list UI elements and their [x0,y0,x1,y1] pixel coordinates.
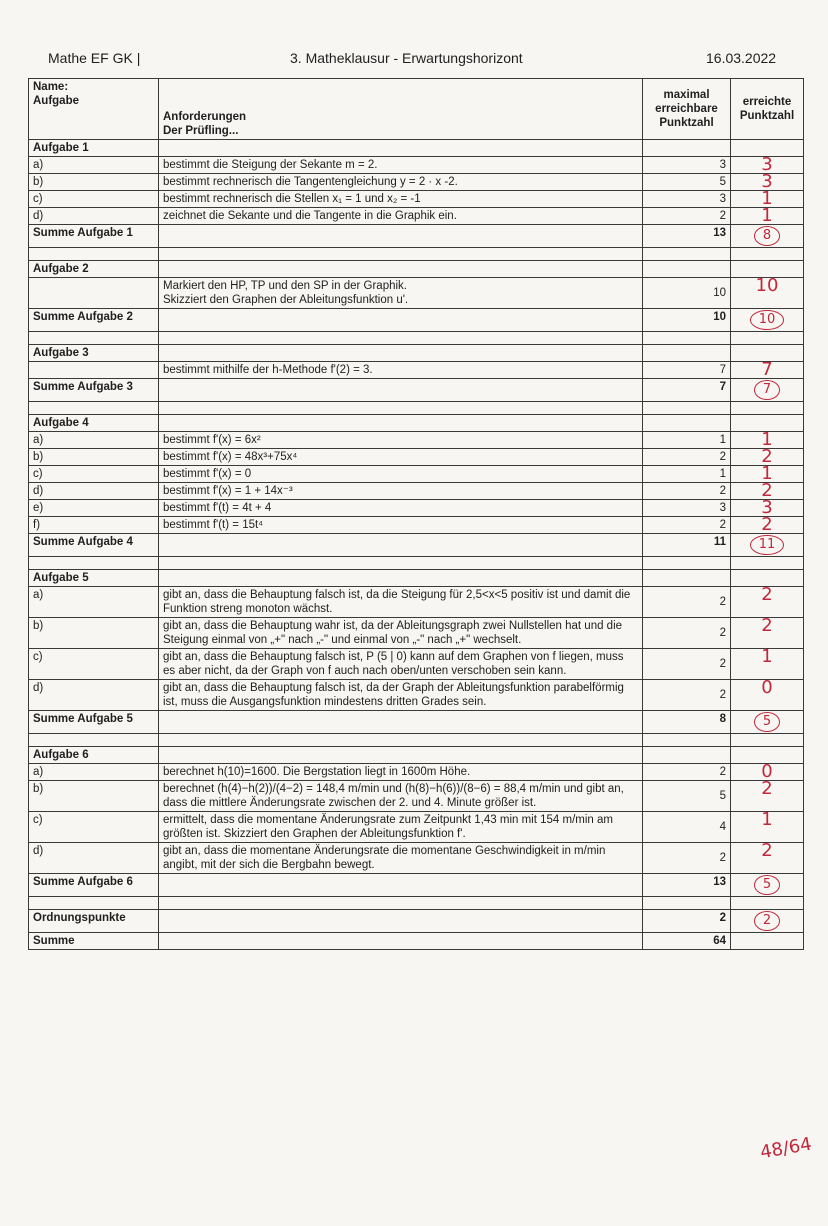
task-text: bestimmt f'(t) = 15t⁴ [159,517,643,534]
ordnung-label: Ordnungspunkte [29,910,159,933]
task-text: bestimmt f'(x) = 0 [159,466,643,483]
task-row [29,466,804,483]
achieved-points: 10 [731,278,804,309]
table-header-row [29,79,804,140]
section-title: Aufgabe 4 [29,415,159,432]
section-title-row [29,415,804,432]
sum-achieved-points: 5 [754,875,780,895]
achieved-points-header: erreichte Punktzahl [731,79,804,140]
task-text: gibt an, dass die momentane Änderungsrate die momentane Geschwindigkeit in m/min angibt, mit der sich die Bergbahn bewegt. [159,843,643,874]
task-label: e) [29,500,159,517]
sum-row [29,711,804,734]
achieved-points: 2 [731,618,804,649]
sum-max-points: 13 [643,874,731,897]
date-label: 16.03.2022 [706,50,777,66]
task-row [29,781,804,812]
ordnung-achieved-points: 2 [754,911,780,931]
handwritten-total-score: 48/64 [758,1133,814,1164]
max-points: 2 [643,618,731,649]
max-points: 2 [643,587,731,618]
sum-achieved-points: 7 [754,380,780,400]
ordnung-max-points: 2 [643,910,731,933]
achieved-points: 2 [731,517,804,534]
sum-achieved-points: 8 [754,226,780,246]
task-row [29,208,804,225]
task-row [29,432,804,449]
task-text: bestimmt f'(x) = 6x² [159,432,643,449]
total-label: Summe [29,933,159,950]
course-label: Mathe EF GK | [48,50,141,66]
achieved-points: 1 [731,191,804,208]
sum-row [29,309,804,332]
task-text: bestimmt rechnerisch die Stellen x₁ = 1 und x₂ = -1 [159,191,643,208]
task-text: gibt an, dass die Behauptung wahr ist, da der Ableitungsgraph zwei Nullstellen hat und die Steigung einmal von „+" nach „-" und einmal von „-" nach „+" wechselt. [159,618,643,649]
section-title: Aufgabe 6 [29,747,159,764]
task-label: d) [29,843,159,874]
max-points: 3 [643,500,731,517]
max-points: 2 [643,843,731,874]
pruefling-header: Der Prüfling... [163,125,239,137]
task-text: bestimmt f'(x) = 1 + 14x⁻³ [159,483,643,500]
max-points: 2 [643,208,731,225]
task-row [29,764,804,781]
sum-label: Summe Aufgabe 1 [29,225,159,248]
sum-row [29,534,804,557]
total-row [29,933,804,950]
achieved-points: 1 [731,649,804,680]
achieved-points: 2 [731,587,804,618]
total-max-points: 64 [643,933,731,950]
task-row [29,618,804,649]
task-row [29,157,804,174]
task-label: b) [29,781,159,812]
max-points: 2 [643,483,731,500]
task-label: c) [29,191,159,208]
section-title: Aufgabe 5 [29,570,159,587]
achieved-points: 2 [731,781,804,812]
max-points-header: maximal erreichbare Punktzahl [643,79,731,140]
task-text: zeichnet die Sekante und die Tangente in die Graphik ein. [159,208,643,225]
task-text: ermittelt, dass die momentane Änderungsrate zum Zeitpunkt 1,43 min mit 154 m/min am größten ist. Skizziert den Graphen der Ableitungsfunktion f'. [159,812,643,843]
task-text: Markiert den HP, TP und den SP in der Graphik. [163,280,407,292]
task-text: gibt an, dass die Behauptung falsch ist, P (5 | 0) kann auf dem Graphen von f liegen, muss es aber nicht, da der Graph von f auch nach oben/unten verschoben sein kann. [159,649,643,680]
task-label: c) [29,812,159,843]
task-label: d) [29,680,159,711]
task-text: Skizziert den Graphen der Ableitungsfunktion u'. [163,294,409,306]
sum-label: Summe Aufgabe 6 [29,874,159,897]
task-text: berechnet h(10)=1600. Die Bergstation liegt in 1600m Höhe. [159,764,643,781]
task-label: d) [29,208,159,225]
achieved-points: 0 [731,764,804,781]
max-points: 2 [643,517,731,534]
document-title: 3. Matheklausur - Erwartungshorizont [290,50,523,66]
task-label: b) [29,174,159,191]
task-label: a) [29,157,159,174]
task-row [29,483,804,500]
max-points: 5 [643,174,731,191]
sum-label: Summe Aufgabe 5 [29,711,159,734]
sum-row [29,379,804,402]
task-row [29,649,804,680]
task-text: bestimmt mithilfe der h-Methode f'(2) = 3. [159,362,643,379]
max-points: 2 [643,649,731,680]
achieved-points: 1 [731,812,804,843]
max-points: 10 [643,278,731,309]
task-label: c) [29,466,159,483]
task-label: a) [29,587,159,618]
task-row [29,362,804,379]
task-row [29,500,804,517]
task-row [29,843,804,874]
sum-achieved-points: 5 [754,712,780,732]
max-points: 1 [643,466,731,483]
achieved-points: 0 [731,680,804,711]
achieved-points: 7 [731,362,804,379]
achieved-points: 3 [731,157,804,174]
section-title-row [29,261,804,278]
achieved-points: 2 [731,449,804,466]
grading-table [28,78,803,950]
sum-max-points: 11 [643,534,731,557]
max-points: 3 [643,157,731,174]
sum-achieved-points: 10 [750,310,785,330]
task-label: c) [29,649,159,680]
name-label: Name: [33,81,69,93]
task-row [29,174,804,191]
sum-label: Summe Aufgabe 4 [29,534,159,557]
sum-achieved-points: 11 [750,535,785,555]
task-row [29,812,804,843]
task-label: b) [29,618,159,649]
task-text: bestimmt f'(x) = 48x³+75x⁴ [159,449,643,466]
task-label: b) [29,449,159,466]
sum-row [29,225,804,248]
task-text: gibt an, dass die Behauptung falsch ist, da die Steigung für 2,5<x<5 positiv ist und damit die Funktion streng monoton wächst. [159,587,643,618]
task-text: bestimmt f'(t) = 4t + 4 [159,500,643,517]
task-row [29,278,804,309]
task-text: gibt an, dass die Behauptung falsch ist, da der Graph der Ableitungsfunktion parabelförmig ist, muss die Ausgangsfunktion mindestens dritten Grades sein. [159,680,643,711]
task-row [29,517,804,534]
section-title-row [29,345,804,362]
task-row [29,680,804,711]
anforderungen-header: Anforderungen [163,111,247,123]
section-title-row [29,570,804,587]
task-text: bestimmt die Steigung der Sekante m = 2. [159,157,643,174]
sum-max-points: 10 [643,309,731,332]
section-title-row [29,747,804,764]
ordnungspunkte-row [29,910,804,933]
task-row [29,449,804,466]
task-label: a) [29,432,159,449]
achieved-points: 3 [731,500,804,517]
task-row [29,587,804,618]
max-points: 4 [643,812,731,843]
achieved-points: 1 [731,432,804,449]
task-label: a) [29,764,159,781]
section-title: Aufgabe 3 [29,345,159,362]
achieved-points: 3 [731,174,804,191]
achieved-points: 1 [731,466,804,483]
max-points: 2 [643,680,731,711]
sum-max-points: 8 [643,711,731,734]
achieved-points: 1 [731,208,804,225]
max-points: 2 [643,764,731,781]
task-text: bestimmt rechnerisch die Tangentengleichung y = 2 · x -2. [159,174,643,191]
task-text: berechnet (h(4)−h(2))/(4−2) = 148,4 m/min und (h(8)−h(6))/(8−6) = 88,4 m/min und gibt an, dass die mittlere Änderungsrate zwischen der 2. und 4. Minute größer ist. [159,781,643,812]
max-points: 5 [643,781,731,812]
max-points: 1 [643,432,731,449]
aufgabe-header: Aufgabe [33,95,79,107]
task-row [29,191,804,208]
achieved-points: 2 [731,843,804,874]
task-label: f) [29,517,159,534]
sum-max-points: 7 [643,379,731,402]
task-label: d) [29,483,159,500]
achieved-points: 2 [731,483,804,500]
max-points: 7 [643,362,731,379]
section-title-row [29,140,804,157]
section-title: Aufgabe 1 [29,140,159,157]
sum-row [29,874,804,897]
sum-label: Summe Aufgabe 2 [29,309,159,332]
sum-label: Summe Aufgabe 3 [29,379,159,402]
max-points: 2 [643,449,731,466]
max-points: 3 [643,191,731,208]
section-title: Aufgabe 2 [29,261,159,278]
sum-max-points: 13 [643,225,731,248]
